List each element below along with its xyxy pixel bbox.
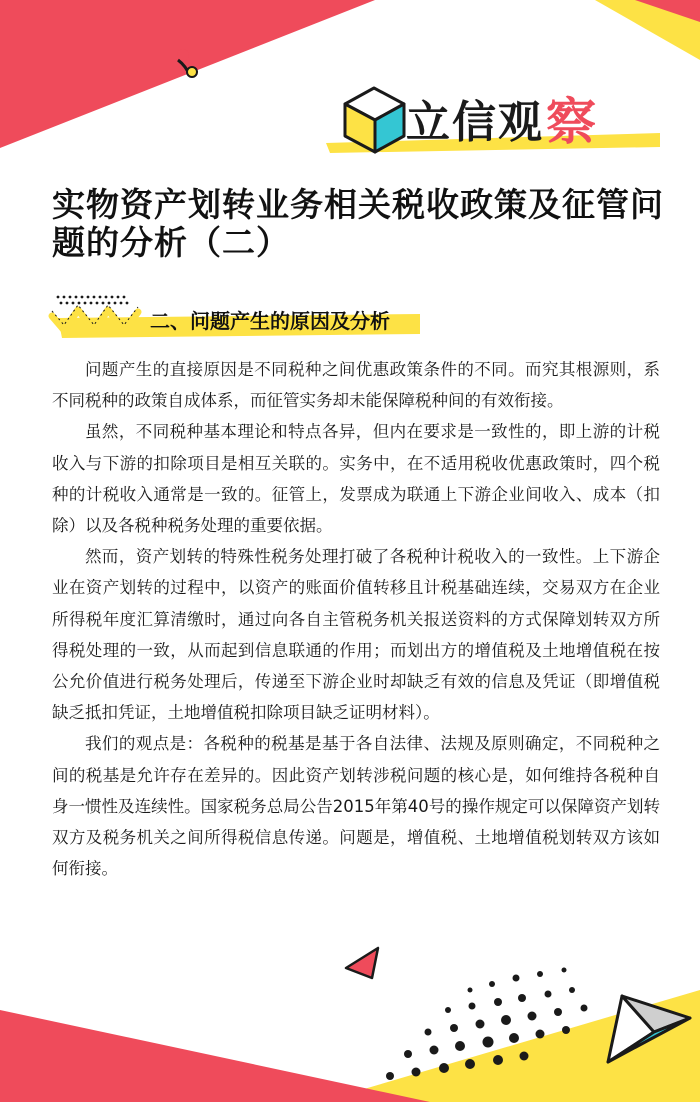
article-title: 实物资产划转业务相关税收政策及征管问题的分析（二） (52, 185, 664, 262)
paragraph: 然而，资产划转的特殊性税务处理打破了各税种计税收入的一致性。上下游企业在资产划转的过程中，以资产的账面价值转移且计税基础连续，交易双方在企业所得税年度汇算清缴时，通过向各自主管税务机关报送资料的方式保障划转双方所得税处理的一致，从而起到信息联通的作用；而划出方的增值税及土地增值税在按公允价值进行税务处理后，传递至下游企业时却缺乏有效的信息及凭证（即增值税缺乏抵扣凭证，土地增值税扣除项目缺乏证明材料）。 (52, 547, 660, 723)
paragraph: 问题产生的直接原因是不同税种之间优惠政策条件的不同。而究其根源则，系不同税种的政策自成体系，而征管实务却未能保障税种间的有效衔接。 (52, 360, 660, 411)
article-body (52, 354, 660, 884)
section-heading: 二、问题产生的原因及分析 (150, 309, 390, 333)
cube-logo-icon (345, 88, 404, 152)
brand-logo (406, 86, 596, 150)
brand-accent-char: 察 (546, 93, 596, 151)
triangle-icon (346, 948, 378, 978)
paragraph: 我们的观点是：各税种的税基是基于各自法律、法规及原则确定，不同税种之间的税基是允许存在差异的。因此资产划转涉税问题的核心是，如何维持各税种自身一惯性及连续性。国家税务总局公告2015年第40号的操作规定可以保障资产划转双方及税务机关之间所得税信息传递。问题是，增值税、土地增值税划转双方该如何衔接。 (52, 734, 660, 879)
paragraph: 虽然，不同税种基本理论和特点各异，但内在要求是一致性的，即上游的计税收入与下游的扣除项目是相互关联的。实务中，在不适用税收优惠政策时，四个税种的计税收入通常是一致的。征管上，发票成为联通上下游企业间收入、成本（扣除）以及各税种税务处理的重要依据。 (52, 422, 660, 536)
bottom-left-coral-band (0, 1010, 430, 1102)
brand-name: 立信观 (406, 97, 544, 148)
dots-pattern-icon (57, 296, 129, 305)
